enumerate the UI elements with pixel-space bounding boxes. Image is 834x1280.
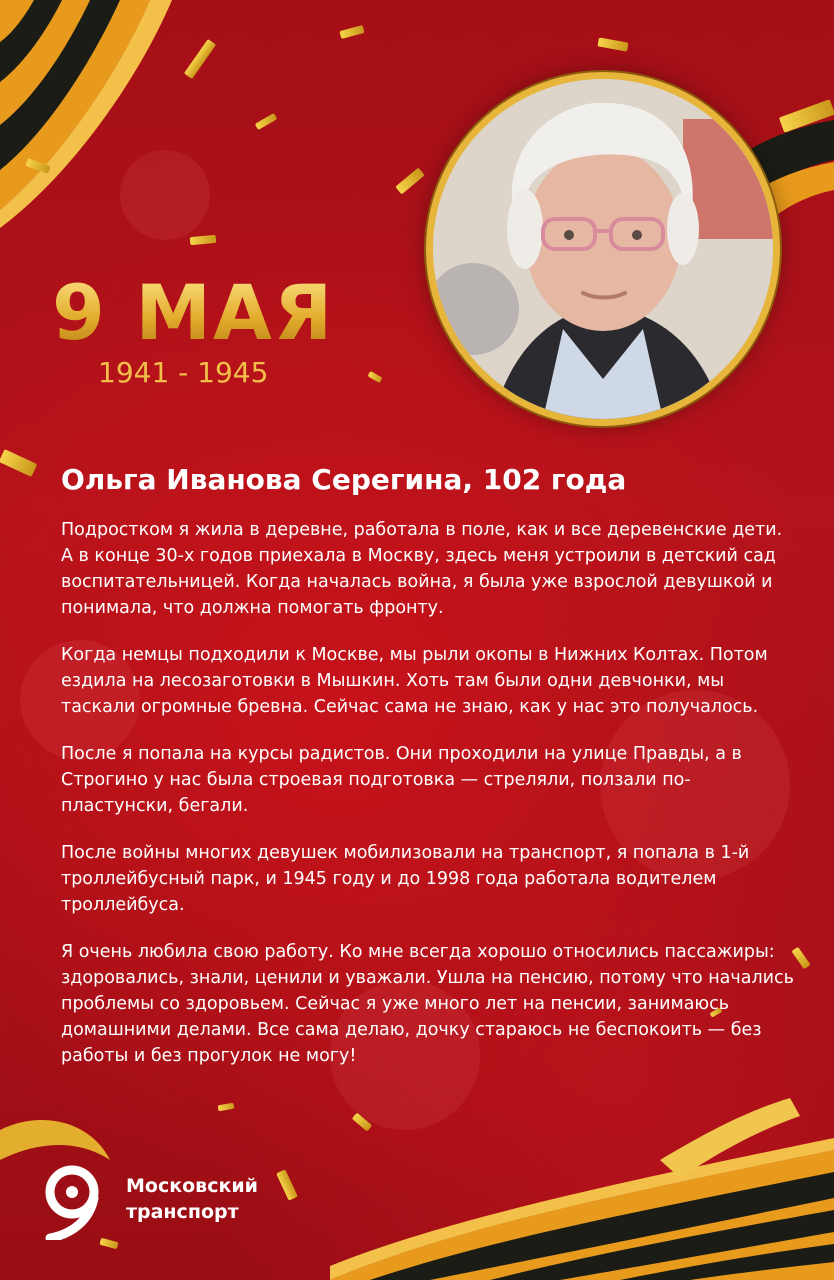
story-paragraph: Когда немцы подходили к Москве, мы рыли окопы в Нижних Колтах. Потом ездила на лесозаготовки в Мышкин. Хоть там были одни девчонки, мы таскали огромные бревна. Сейчас сама не знаю, как у нас это получалось. (61, 645, 768, 717)
story-paragraph: После войны многих девушек мобилизовали на транспорт, я попала в 1-й троллейбусный парк, и 1945 году и до 1998 года работала водителем троллейбуса. (61, 843, 750, 915)
story-paragraph: После я попала на курсы радистов. Они проходили на улице Правды, а в Строгино у нас была строевая подготовка — стреляли, ползали по-пластунски, бегали. (61, 744, 742, 816)
moscow-transport-logo-icon (32, 1158, 112, 1240)
logo-line-2: транспорт (126, 1201, 239, 1223)
victory-day-title: 9 МАЯ (52, 268, 335, 357)
confetti (218, 1103, 235, 1112)
moscow-transport-logo (32, 1158, 258, 1240)
story-paragraph: Я очень любила свою работу. Ко мне всегда хорошо относились пассажиры: здоровались, знали, ценили и уважали. Ушла на пенсию, потому что начались проблемы со здоровьем. Сейчас я уже много лет на пенсии, занимаюсь домашними делами. Все сама делаю, дочку стараюсь не беспокоить — без работы и без прогулок не могу! (61, 942, 794, 1066)
confetti (367, 371, 382, 383)
person-name: Ольга Иванова Серегина, 102 года (61, 463, 627, 496)
war-years: 1941 - 1945 (98, 356, 269, 389)
st-george-ribbon-top-left (0, 0, 260, 260)
portrait-photo (426, 72, 780, 426)
confetti (276, 1169, 298, 1200)
confetti (0, 449, 37, 477)
story-paragraph: Подростком я жила в деревне, работала в поле, как и все деревенские дети. А в конце 30-х годов приехала в Москву, здесь меня устроили в детский сад воспитательницей. Когда началась война, я была уже взрослой девушкой и понимала, что должна помогать фронту. (61, 520, 783, 618)
elderly-woman-portrait-illustration (433, 79, 773, 419)
logo-line-1: Московский (126, 1175, 258, 1197)
confetti (395, 168, 424, 195)
confetti (339, 25, 364, 39)
logo-text (126, 1173, 258, 1225)
story-text (61, 517, 796, 1090)
st-george-ribbon-bottom-right (330, 1090, 834, 1280)
confetti (597, 37, 628, 51)
